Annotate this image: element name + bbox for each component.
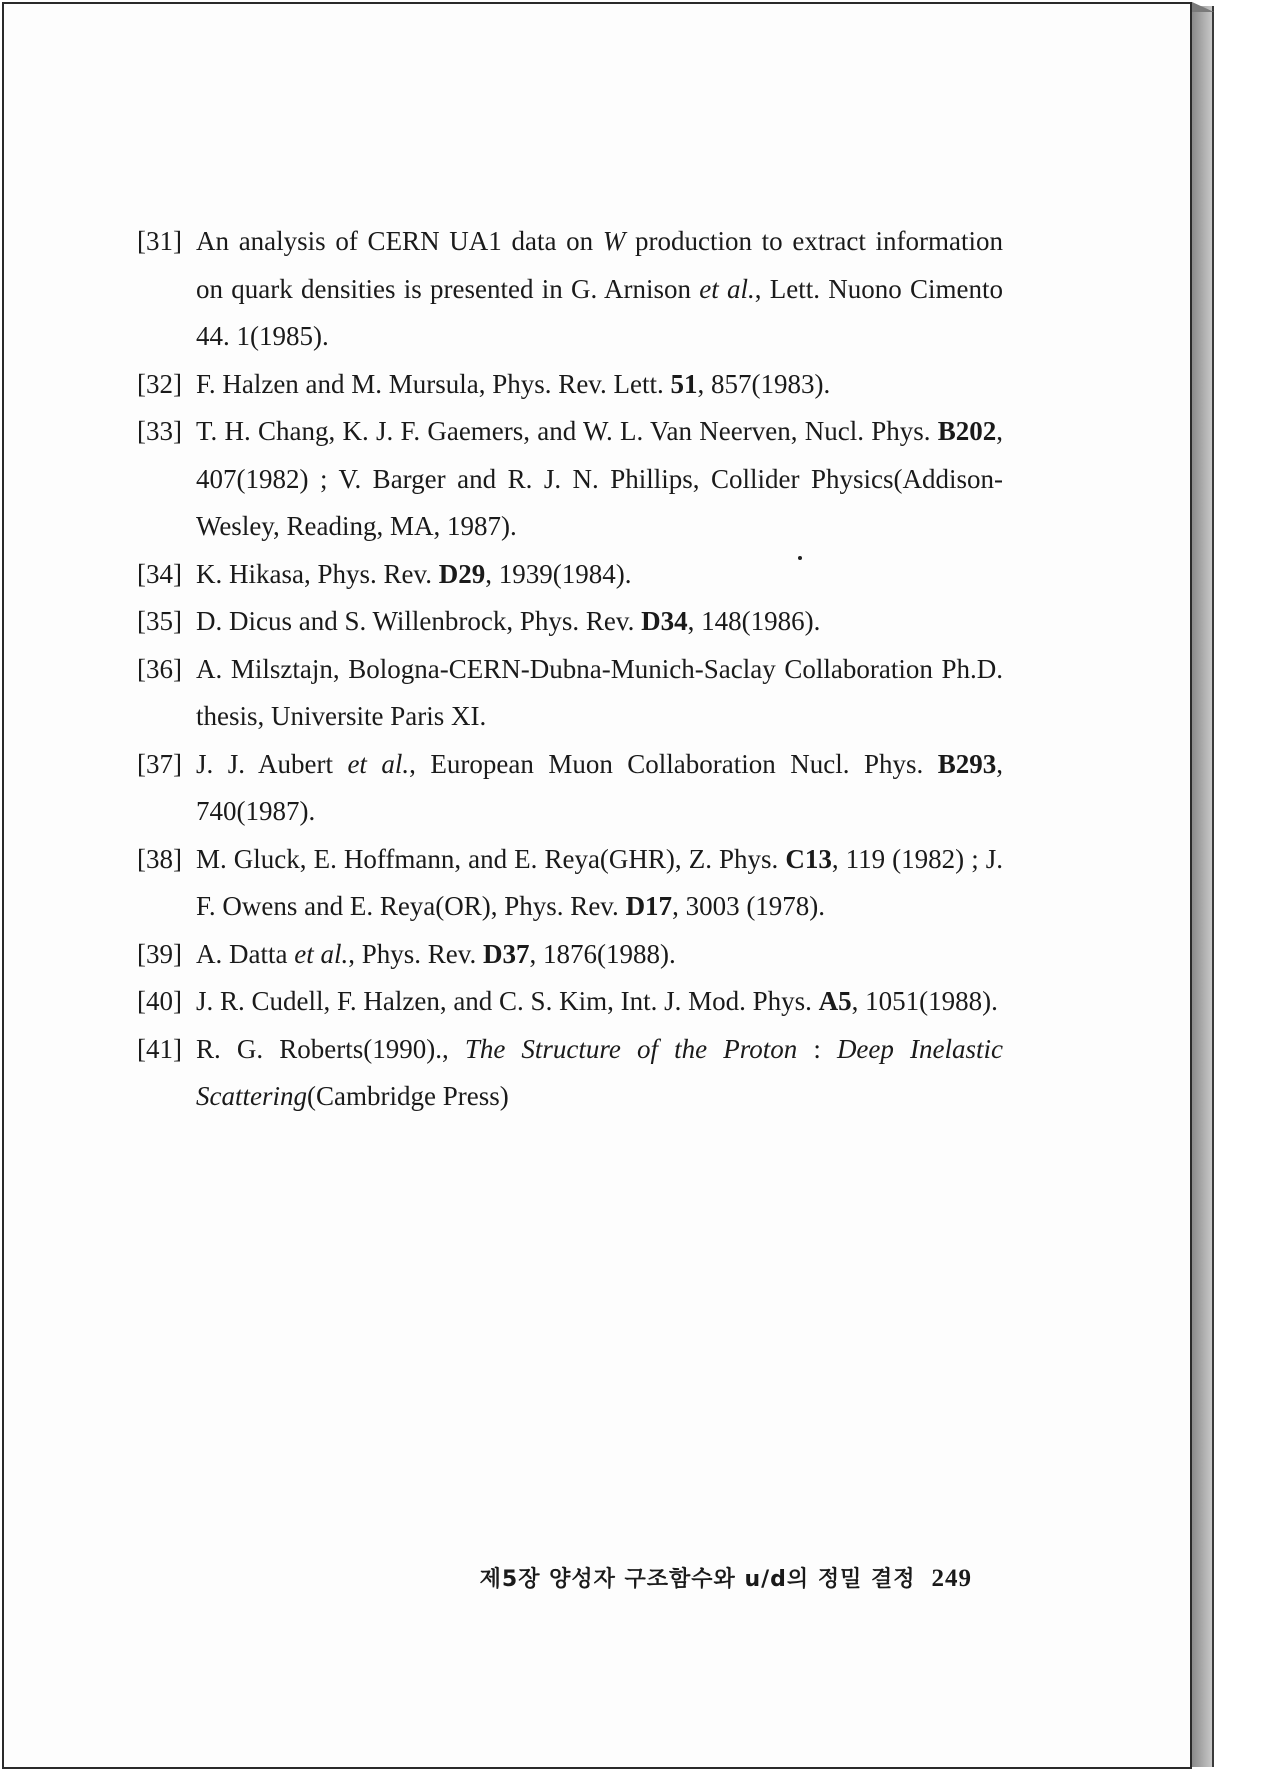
reference-item (137, 836, 1003, 931)
reference-number: [31] (137, 226, 182, 256)
reference-text (196, 836, 1003, 931)
reference-number: [32] (137, 368, 182, 399)
reference-item (137, 646, 1003, 741)
stray-dot-mark (798, 556, 802, 560)
italic-text: Deep Inelastic Scattering (196, 1033, 1003, 1111)
reference-number: [38] (137, 843, 182, 874)
reference-number: [40] (137, 986, 182, 1016)
text-run: , 1939(1984). (485, 558, 632, 589)
running-footer (470, 1562, 972, 1593)
volume-number: D34 (641, 606, 688, 636)
volume-number: D17 (625, 891, 673, 921)
page-corner (1192, 2, 1214, 12)
text-run: , 119 (1982) ; J. F. Owens and E. Reya(OR), Phys. Rev. (196, 843, 1003, 921)
volume-number: A5 (818, 986, 852, 1016)
reference-item (137, 218, 1003, 361)
text-run: A. Milsztajn, Bologna-CERN-Dubna-Munich-Saclay Collaboration Ph.D. thesis, Universite Paris XI. (196, 653, 1003, 731)
reference-item (137, 361, 1003, 409)
text-run: , Lett. Nuono Cimento 44. 1(1985). (196, 273, 1003, 351)
reference-item (137, 978, 1003, 1026)
reference-text (196, 361, 1003, 409)
reference-text (196, 978, 1003, 1026)
text-run: An analysis of CERN UA1 data on (196, 226, 603, 256)
reference-item (137, 598, 1003, 646)
italic-text: et al. (294, 938, 349, 969)
italic-text: W (602, 226, 626, 256)
reference-text (196, 931, 1003, 979)
reference-item (137, 1026, 1003, 1121)
italic-text: et al. (699, 273, 755, 304)
italic-text: et al. (347, 748, 410, 779)
reference-item (137, 741, 1003, 836)
volume-number: 51 (670, 368, 698, 399)
reference-text (196, 646, 1003, 741)
text-run: T. H. Chang, K. J. F. Gaemers, and W. L. Van Neerven, Nucl. Phys. (196, 416, 938, 446)
reference-text (196, 218, 1003, 361)
volume-number: B293 (937, 748, 997, 779)
reference-number: [37] (137, 748, 182, 779)
page-edge-shadow (1192, 6, 1214, 1767)
text-run: , 148(1986). (687, 606, 821, 636)
reference-number: [39] (137, 938, 182, 969)
text-run: (Cambridge Press) (306, 1081, 509, 1111)
reference-text (196, 1026, 1003, 1121)
text-run: M. Gluck, E. Hoffmann, and E. Reya(GHR), Z. Phys. (196, 843, 786, 874)
reference-item (137, 408, 1003, 551)
reference-text (196, 551, 1003, 599)
reference-item (137, 931, 1003, 979)
reference-number: [41] (137, 1033, 182, 1064)
reference-list (137, 218, 1003, 1121)
text-run: production to extract information on quark densities is presented in G. Arnison (196, 226, 1003, 304)
volume-number: B202 (937, 416, 997, 446)
text-run: , 1051(1988). (851, 986, 998, 1016)
text-run: , 3003 (1978). (672, 891, 826, 921)
text-run: , European Muon Collaboration Nucl. Phys. (409, 748, 938, 779)
reference-number: [34] (137, 558, 182, 589)
text-run: J. J. Aubert (196, 748, 348, 779)
reference-number: [33] (137, 416, 182, 446)
text-run: A. Datta (196, 938, 295, 969)
reference-text (196, 408, 1003, 551)
italic-text: The Structure of the Proton (464, 1033, 798, 1064)
volume-number: C13 (785, 843, 832, 874)
text-run: J. R. Cudell, F. Halzen, and C. S. Kim, Int. J. Mod. Phys. (196, 986, 819, 1016)
chapter-title: 제5장 양성자 구조함수와 u/d의 정밀 결정 (479, 1567, 916, 1592)
text-run: F. Halzen and M. Mursula, Phys. Rev. Lett. (196, 368, 671, 399)
page-number: 249 (931, 1565, 972, 1592)
text-run: , Phys. Rev. (348, 938, 483, 969)
reference-text (196, 741, 1003, 836)
text-run: R. G. Roberts(1990)., (196, 1033, 465, 1064)
volume-number: D37 (482, 938, 530, 969)
reference-text (196, 598, 1003, 646)
text-run: K. Hikasa, Phys. Rev. (196, 558, 439, 589)
text-run: , 1876(1988). (529, 938, 676, 969)
text-run: D. Dicus and S. Willenbrock, Phys. Rev. (196, 606, 642, 636)
reference-item (137, 551, 1003, 599)
text-run: , 407(1982) ; V. Barger and R. J. N. Phillips, Collider Physics(Addison-Wesley, Reading, MA, 1987). (196, 416, 1003, 541)
reference-number: [36] (137, 653, 182, 684)
reference-number: [35] (137, 606, 182, 636)
text-run: , 740(1987). (196, 748, 1003, 826)
text-run: , 857(1983). (697, 368, 831, 399)
text-run: : (797, 1033, 837, 1064)
volume-number: D29 (438, 558, 486, 589)
